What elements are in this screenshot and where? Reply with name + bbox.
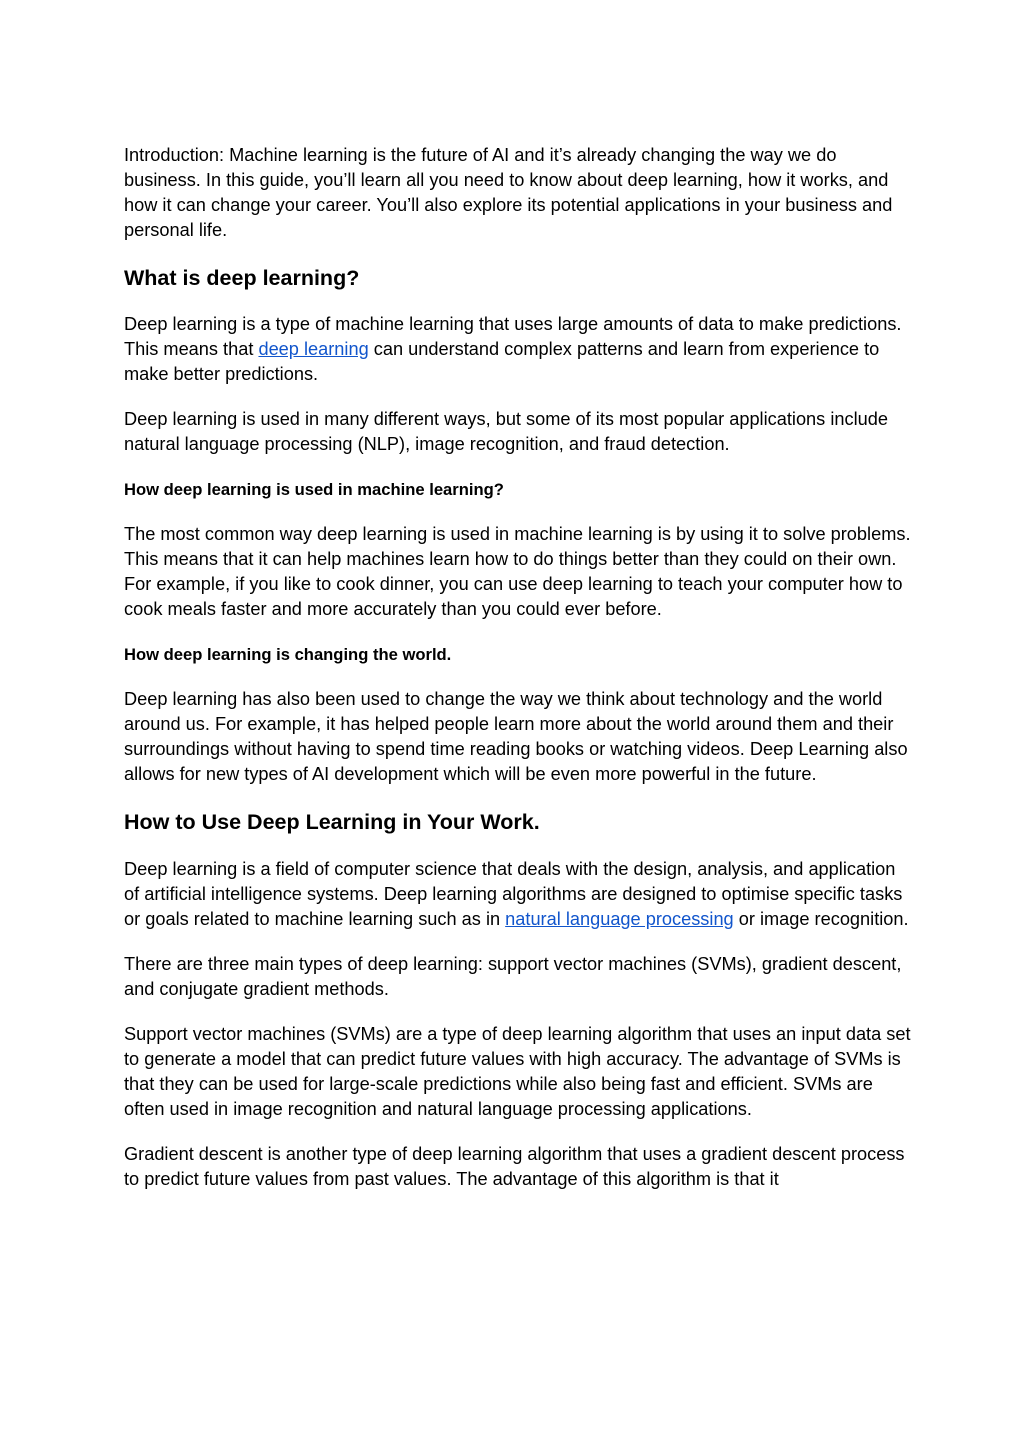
paragraph-used-in-machine-learning: The most common way deep learning is used in machine learning is by using it to solve problems. This means that it can help machines learn how to do things better than they could on their own. For example, if you like to cook dinner, you can use deep learning to teach your computer how to cook meals faster and more accurately than you could ever before. <box>124 524 911 619</box>
document-page <box>124 143 914 1192</box>
deep-learning-link[interactable]: deep learning <box>258 339 369 359</box>
paragraph-text: can understand complex patterns and learn from experience to make better predictions. <box>124 339 880 384</box>
paragraph-field-of-computer-science <box>124 857 914 932</box>
paragraph-changing-the-world: Deep learning has also been used to change the way we think about technology and the world around us. For example, it has helped people learn more about the world around them and their surroundings without having to spend time reading books or watching videos. Deep Learning also allows for new types of AI development which will be even more powerful in the future. <box>124 689 908 784</box>
paragraph-text: or image recognition. <box>733 909 909 929</box>
paragraph-deep-learning-definition <box>124 312 914 387</box>
heading-how-to-use-deep-learning: How to Use Deep Learning in Your Work. <box>124 810 540 834</box>
intro-paragraph: Introduction: Machine learning is the future of AI and it’s already changing the way we do business. In this guide, you’ll learn all you need to know about deep learning, how it works, and how it can change your career. You’ll also explore its potential applications in your business and personal life. <box>124 145 893 240</box>
subheading-changing-the-world: How deep learning is changing the world. <box>124 645 452 664</box>
subheading-used-in-machine-learning: How deep learning is used in machine learning? <box>124 480 504 499</box>
paragraph-three-main-types: There are three main types of deep learning: support vector machines (SVMs), gradient descent, and conjugate gradient methods. <box>124 954 902 999</box>
paragraph-text: Deep learning is a type of machine learning that uses large amounts of data to make predictions. This means that <box>124 314 902 359</box>
paragraph-deep-learning-uses: Deep learning is used in many different ways, but some of its most popular applications include natural language processing (NLP), image recognition, and fraud detection. <box>124 409 888 454</box>
paragraph-support-vector-machines: Support vector machines (SVMs) are a type of deep learning algorithm that uses an input data set to generate a model that can predict future values with high accuracy. The advantage of SVMs is that they can be used for large-scale predictions while also being fast and efficient. SVMs are often used in image recognition and natural language processing applications. <box>124 1024 911 1119</box>
heading-what-is-deep-learning: What is deep learning? <box>124 266 360 290</box>
paragraph-gradient-descent: Gradient descent is another type of deep learning algorithm that uses a gradient descent process to predict future values from past values. The advantage of this algorithm is that it <box>124 1144 905 1189</box>
paragraph-text: Deep learning is a field of computer science that deals with the design, analysis, and application of artificial intelligence systems. Deep learning algorithms are designed to optimise specific tasks or goals related to machine learning such as in <box>124 859 903 929</box>
natural-language-processing-link[interactable]: natural language processing <box>505 909 734 929</box>
